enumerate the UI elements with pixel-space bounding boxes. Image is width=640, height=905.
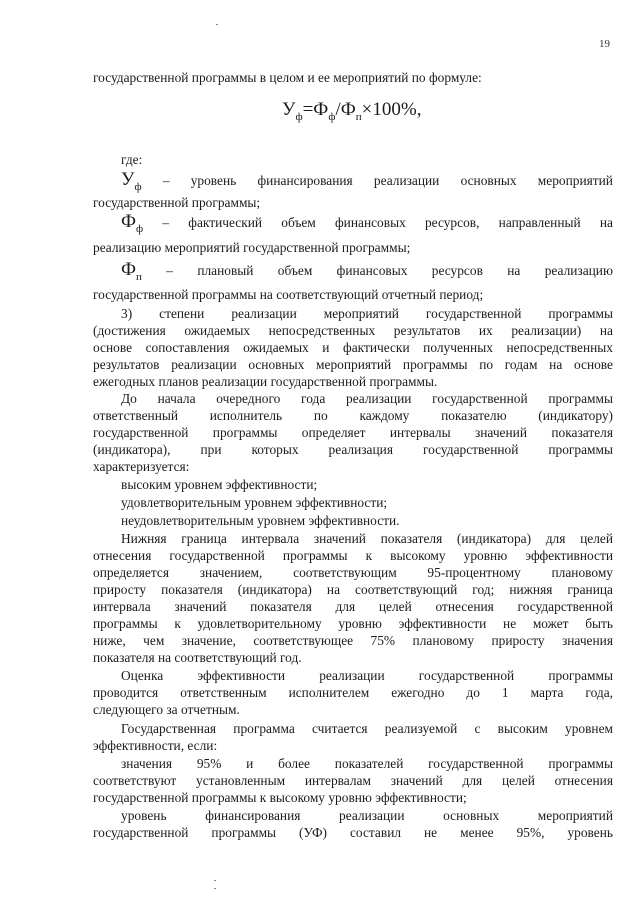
definition-2-symbol: $Ф_ф$ bbox=[121, 211, 144, 235]
body-line-2: (достижения ожидаемых непосредственных результатов их реализации) на bbox=[93, 323, 613, 338]
body-line-14: Нижняя граница интервала значений показателя (индикатора) для целей bbox=[121, 531, 613, 546]
definition-3-symbol: $Ф_п$ bbox=[121, 259, 142, 283]
definition-3-line2: государственной программы на соответствующий отчетный период; bbox=[93, 287, 484, 302]
body-line-16: определяется значением, соответствующим 95-процентному плановому bbox=[93, 565, 613, 580]
body-line-7: ответственный исполнитель по каждому показателю (индикатору) bbox=[93, 408, 613, 423]
formula-eq: =Ф bbox=[302, 99, 329, 120]
body-line-6: До начала очередного года реализации государственной программы bbox=[121, 391, 613, 406]
where-label: где: bbox=[121, 152, 143, 167]
formula-lhs: У bbox=[282, 99, 296, 120]
body-line-20: ниже, чем значение, соответствующее 75% плановому приросту значения bbox=[93, 633, 613, 648]
formula bbox=[282, 98, 421, 129]
body-line-21: показателя на соответствующий год. bbox=[93, 650, 302, 665]
formula-tail: ×100%, bbox=[361, 99, 422, 120]
scan-speck bbox=[216, 24, 218, 25]
body-line-22: Оценка эффективности реализации государственной программы bbox=[121, 668, 613, 683]
body-line-25: Государственная программа считается реализуемой с высоким уровнем bbox=[121, 721, 613, 736]
body-line-29: государственной программы к высокому уровню эффективности; bbox=[93, 790, 467, 805]
formula-div-sub: п bbox=[355, 110, 362, 123]
body-line-27: значения 95% и более показателей государственной программы bbox=[121, 756, 613, 771]
body-line-24: следующего за отчетным. bbox=[93, 702, 240, 717]
body-line-9: (индикатора), при которых реализация государственной программы bbox=[93, 442, 613, 457]
scan-speck bbox=[214, 888, 216, 889]
page-number: 19 bbox=[599, 38, 610, 50]
definition-2-line2: реализацию мероприятий государственной программы; bbox=[93, 240, 411, 255]
body-line-26: эффективности, если: bbox=[93, 738, 218, 753]
definition-1-symbol: $У_ф$ bbox=[121, 169, 142, 193]
body-line-11: высоким уровнем эффективности; bbox=[121, 477, 318, 492]
definition-1-line2: государственной программы; bbox=[93, 195, 261, 210]
body-line-23: проводится ответственным исполнителем ежегодно до 1 марта года, bbox=[93, 685, 613, 700]
body-line-28: соответствуют установленным интервалам значений для целей отнесения bbox=[93, 773, 613, 788]
definition-1-line1: $У_ф$ – уровень финансирования реализации основных мероприятий bbox=[121, 169, 613, 193]
body-line-3: основе сопоставления ожидаемых и фактически полученных непосредственных bbox=[93, 340, 613, 355]
body-line-18: интервала значений показателя для целей отнесения государственной bbox=[93, 599, 613, 614]
formula-lhs-sub: ф bbox=[295, 110, 303, 123]
body-line-4: результатов реализации основных мероприятий программы по годам на основе bbox=[93, 357, 613, 372]
body-line-13: неудовлетворительным уровнем эффективности. bbox=[121, 513, 400, 528]
body-line-1: 3) степени реализации мероприятий государственной программы bbox=[121, 306, 613, 321]
body-line-8: государственной программы определяет интервалы значений показателя bbox=[93, 425, 613, 440]
body-line-19: программы к удовлетворительному уровню эффективности не может быть bbox=[93, 616, 613, 631]
definition-2-line1: $Ф_ф$ – фактический объем финансовых ресурсов, направленный на bbox=[121, 211, 613, 235]
body-line-17: приросту показателя (индикатора) на соответствующий год; нижняя граница bbox=[93, 582, 613, 597]
body-line-12: удовлетворительным уровнем эффективности; bbox=[121, 495, 388, 510]
body-line-5: ежегодных планов реализации государственной программы. bbox=[93, 374, 438, 389]
formula-div: /Ф bbox=[335, 99, 356, 120]
body-line-15: отнесения государственной программы к высокому уровню эффективности bbox=[93, 548, 613, 563]
scan-speck bbox=[214, 880, 216, 881]
body-line-10: характеризуется: bbox=[93, 459, 190, 474]
body-line-30: уровень финансирования реализации основных мероприятий bbox=[121, 808, 613, 823]
formula-eq-sub: ф bbox=[328, 110, 336, 123]
intro-line: государственной программы в целом и ее мероприятий по формуле: bbox=[93, 70, 482, 85]
body-line-31: государственной программы (УФ) составил не менее 95%, уровень bbox=[93, 825, 613, 840]
definition-3-line1: $Ф_п$ – плановый объем финансовых ресурсов на реализацию bbox=[121, 259, 613, 283]
